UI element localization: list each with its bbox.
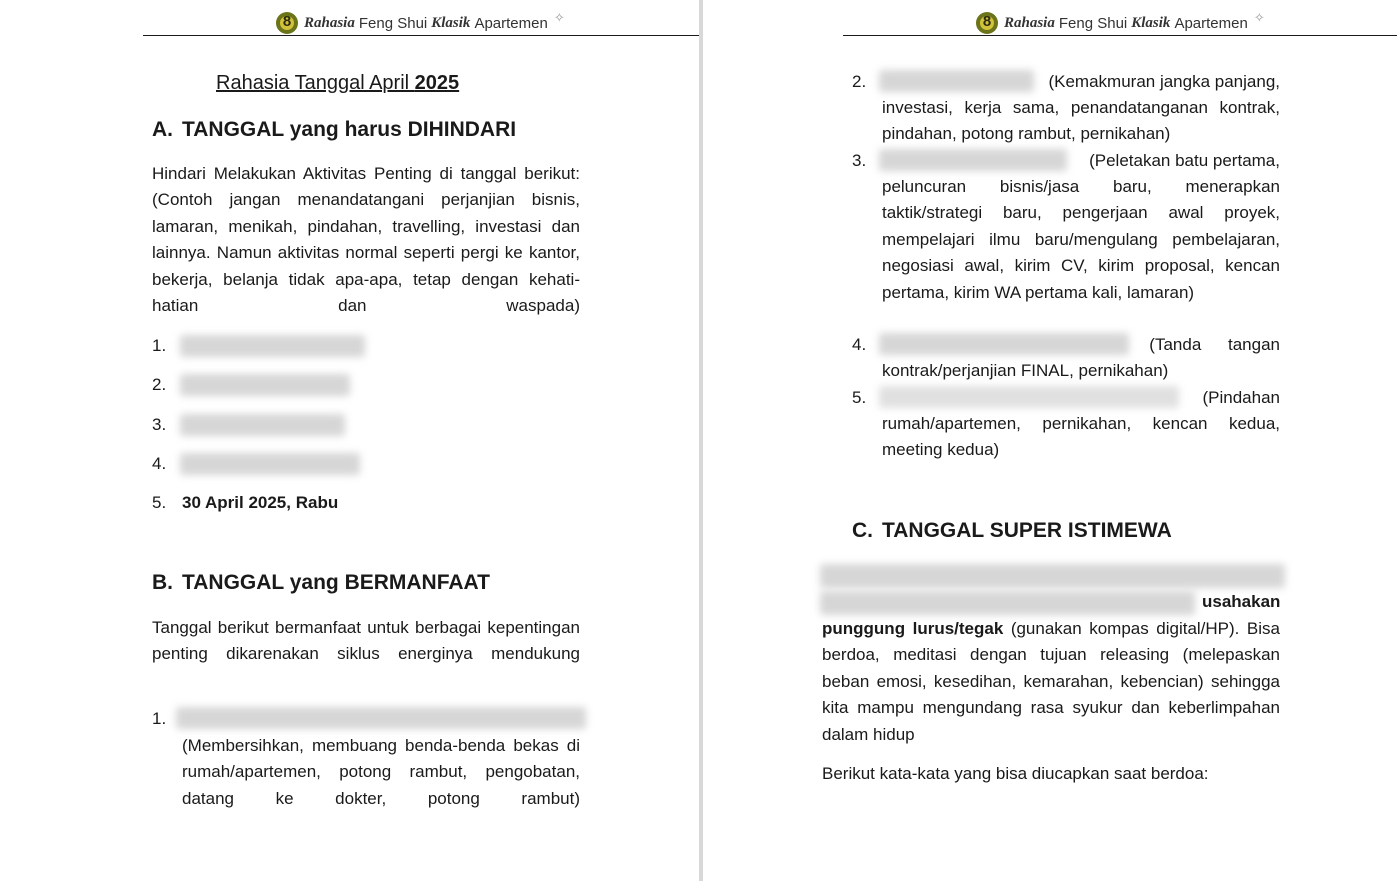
beneficial-item-5-number: 5.: [852, 388, 867, 407]
logo-icon: [276, 12, 298, 34]
beneficial-item-4-desc-start: (Tanda tangan: [1149, 335, 1280, 354]
section-a-intro: Hindari Melakukan Aktivitas Penting di tanggal berikut: (Contoh jangan menandatangani perjanjian bisnis, lamaran, menikah, pindahan, travelling, investasi dan lainnya. Namun aktivitas normal seperti pergi ke kantor, bekerja, belanja tidak apa-apa, tetap dengan kehati-hatian dan waspada): [152, 164, 580, 316]
beneficial-item-1-number: 1.: [152, 709, 167, 728]
section-c-letter: C.: [852, 519, 873, 542]
header-plain-2: Apartemen: [1174, 14, 1248, 32]
section-c-title: TANGGAL SUPER ISTIMEWA: [882, 519, 1172, 542]
avoid-item-5-number: 5.: [152, 493, 167, 512]
redacted-date: [180, 335, 365, 357]
section-c-bold-text: usahakan: [1202, 592, 1281, 611]
avoid-item-5-date: 30 April 2025, Rabu: [182, 493, 339, 512]
section-a-title: TANGGAL yang harus DIHINDARI: [182, 118, 517, 141]
redacted-date: [176, 707, 586, 729]
section-b-letter: B.: [152, 571, 173, 594]
beneficial-item-5-desc-start: (Pindahan: [1202, 388, 1280, 407]
section-a-letter: A.: [152, 118, 173, 141]
redacted-date: [180, 374, 350, 396]
beneficial-item-2-desc-start: (Kemakmuran jangka panjang,: [1048, 72, 1280, 91]
header-script-2: Klasik: [431, 14, 471, 31]
avoid-item-3-number: 3.: [152, 415, 167, 434]
beneficial-item-3-number: 3.: [852, 151, 867, 170]
redacted-date: [879, 333, 1129, 355]
header-script-1: Rahasia: [1004, 14, 1055, 31]
avoid-item-1-number: 1.: [152, 336, 167, 355]
section-b-heading: [152, 571, 490, 595]
section-a-heading: [152, 118, 516, 142]
section-c-closing: Berikut kata-kata yang bisa diucapkan saat berdoa:: [822, 764, 1209, 783]
beneficial-item-4-number: 4.: [852, 335, 867, 354]
page-header: [276, 10, 565, 36]
header-plain-1: Feng Shui: [1058, 14, 1128, 32]
beneficial-item-5-desc: rumah/apartemen, pernikahan, kencan kedua, meeting kedua): [882, 414, 1280, 460]
redacted-text: [820, 591, 1195, 615]
header-plain-2: Apartemen: [474, 14, 548, 32]
sparkle-icon: ✧: [553, 10, 565, 25]
redacted-date: [180, 453, 360, 475]
redacted-text: [820, 564, 1285, 588]
beneficial-item-4-desc: kontrak/perjanjian FINAL, pernikahan): [882, 361, 1169, 380]
beneficial-item-2-number: 2.: [852, 72, 867, 91]
redacted-date: [180, 414, 345, 436]
title-year: 2025: [414, 72, 460, 94]
beneficial-item-3-desc: peluncuran bisnis/jasa baru, menerapkan taktik/strategi baru, pengerjaan awal proyek, mempelajari ilmu baru/mengulang pembelajaran, negosiasi awal, kirim CV, kirim proposal, kencan pertama, kirim WA pertama kali, lamaran): [882, 177, 1280, 302]
section-c-paragraph: [822, 616, 1280, 748]
section-b-title: TANGGAL yang BERMANFAAT: [182, 571, 490, 594]
section-c-paragraph-text: (gunakan kompas digital/HP). Bisa berdoa, meditasi dengan tujuan releasing (melepaskan beban emosi, kesedihan, kemarahan, kebencian) sehingga kita mampu mengundang rasa syukur dan keberlimpahan dalam hidup: [822, 619, 1280, 744]
header-rule: [143, 35, 699, 36]
beneficial-item-3-desc-start: (Peletakan batu pertama,: [1089, 151, 1280, 170]
document-title: [216, 72, 459, 95]
header-script-1: Rahasia: [304, 14, 355, 31]
sparkle-icon: ✧: [1253, 10, 1265, 25]
document-page-right: [703, 0, 1397, 881]
section-b-intro: Tanggal berikut bermanfaat untuk berbagai kepentingan penting dikarenakan siklus energinya mendukung: [152, 618, 580, 664]
redacted-date: [879, 70, 1034, 92]
redacted-date: [879, 386, 1179, 408]
page-header: [976, 10, 1265, 36]
section-c-emphasis: punggung lurus/tegak: [822, 619, 1004, 638]
logo-icon: [976, 12, 998, 34]
beneficial-item-1-desc: (Membersihkan, membuang benda-benda bekas di rumah/apartemen, potong rambut, pengobatan, datang ke dokter, potong rambut): [182, 736, 580, 808]
title-text: Rahasia Tanggal April: [216, 72, 415, 94]
avoid-item-2-number: 2.: [152, 375, 167, 394]
header-script-2: Klasik: [1131, 14, 1171, 31]
section-c-heading: [852, 519, 1172, 543]
avoid-item-4-number: 4.: [152, 454, 167, 473]
redacted-date: [879, 149, 1067, 171]
header-rule: [843, 35, 1397, 36]
header-plain-1: Feng Shui: [358, 14, 428, 32]
beneficial-item-2-desc: investasi, kerja sama, penandatanganan kontrak, pindahan, potong rambut, pernikahan): [882, 98, 1280, 144]
